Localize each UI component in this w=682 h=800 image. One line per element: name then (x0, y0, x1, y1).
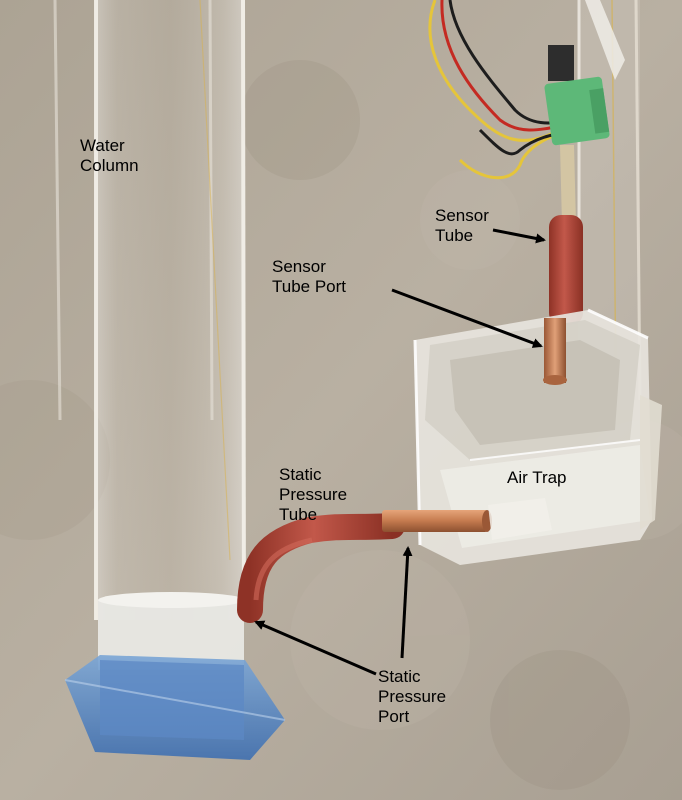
water-column-base (65, 655, 285, 760)
label-sensor-tube-port-line2: Tube Port (272, 277, 347, 296)
label-static-pressure-port-line3: Port (378, 707, 410, 726)
static-pressure-port-copper (382, 510, 488, 532)
label-water-column-line1: Water (80, 136, 125, 155)
label-static-pressure-tube (279, 465, 347, 525)
label-water-column (80, 136, 139, 176)
label-sensor-tube-line2: Tube (435, 226, 474, 245)
label-water-column-line2: Column (80, 156, 139, 175)
sensor-tube-port-copper (544, 318, 566, 383)
label-static-pressure-port-line1: Static (378, 667, 421, 686)
label-sensor-tube-port (272, 257, 346, 297)
sensor-tube-rubber (549, 215, 583, 325)
label-static-pressure-tube-line2: Pressure (279, 485, 348, 504)
label-air-trap: Air Trap (507, 468, 567, 487)
label-static-pressure-tube-line1: Static (279, 465, 322, 484)
label-static-pressure-port-line2: Pressure (378, 687, 447, 706)
label-sensor-tube-port-line1: Sensor (272, 257, 326, 276)
label-sensor-tube (435, 206, 489, 246)
label-static-pressure-port (378, 667, 446, 727)
label-static-pressure-tube-line3: Tube (279, 505, 318, 524)
label-sensor-tube-line1: Sensor (435, 206, 489, 225)
clear-sensor-hose (560, 145, 576, 225)
